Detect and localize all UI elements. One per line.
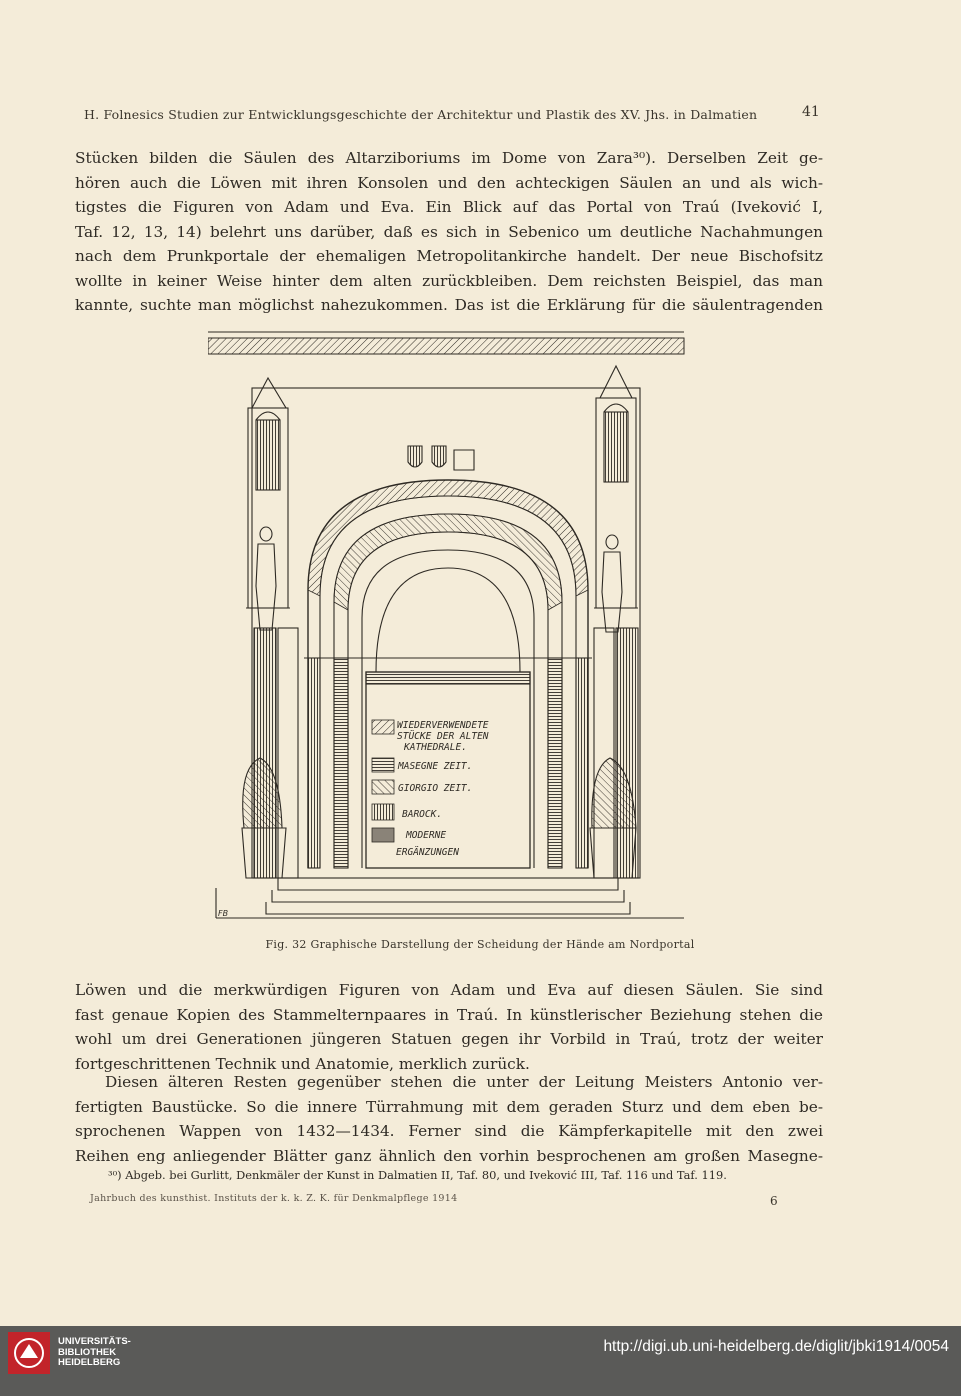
text-line: fortgeschrittenen Technik und Anatomie, merklich zurück. <box>75 1054 530 1073</box>
text-line: fast genaue Kopien des Stammelternpaares in Traú. In künstlerischer Beziehung stehen die <box>75 1005 823 1024</box>
text-line: wollte in keiner Weise hinter dem alten zurückbleiben. Dem reichsten Beispiel, das man <box>75 271 823 290</box>
artist-monogram: FB <box>218 909 229 918</box>
paragraph-3 <box>75 1070 823 1168</box>
legend-label: MODERNE <box>406 830 447 841</box>
legend-label: GIORGIO ZEIT. <box>398 783 473 794</box>
text-line: Reihen eng anliegender Blätter ganz ähnlich den vorhin besprochenen am großen Masegne- <box>75 1146 823 1165</box>
footnote: ³⁰) Abgeb. bei Gurlitt, Denkmäler der Kunst in Dalmatien II, Taf. 80, und Iveković III, Taf. 116 und Taf. 119. <box>108 1168 727 1182</box>
signature-mark: 6 <box>770 1194 778 1208</box>
legend-label: ERGÄNZUNGEN <box>396 847 459 858</box>
text-line: sprochenen Wappen von 1432—1434. Ferner sind die Kämpferkapitelle mit den zwei <box>75 1122 823 1140</box>
text-line: wohl um drei Generationen jüngeren Statuen gegen ihr Vorbild in Traú, trotz der weiter <box>75 1030 823 1048</box>
journal-footer: Jahrbuch des kunsthist. Instituts der k. k. Z. K. für Denkmalpflege 1914 <box>90 1193 458 1204</box>
paragraph-2 <box>75 978 823 1076</box>
legend-label: MASEGNE ZEIT. <box>398 761 473 772</box>
figure-caption: Fig. 32 Graphische Darstellung der Scheidung der Hände am Nordportal <box>265 938 695 951</box>
portal-drawing <box>208 328 692 928</box>
paragraph-1 <box>75 146 823 318</box>
library-name-line: BIBLIOTHEK <box>58 1346 117 1358</box>
legend-swatch-reused <box>372 720 394 734</box>
legend-swatch-masegne <box>372 758 394 772</box>
text-line: nach dem Prunkportale der ehemaligen Metropolitankirche handelt. Der neue Bischofsitz <box>75 247 823 265</box>
text-line: Stücken bilden die Säulen des Altarziboriums im Dome von Zara³⁰). Derselben Zeit ge- <box>75 149 823 167</box>
viewer-footer-bar <box>0 1326 961 1396</box>
text-line: hören auch die Löwen mit ihren Konsolen und den achteckigen Säulen an und als wich- <box>75 173 823 192</box>
legend-swatch-modern <box>372 828 394 842</box>
legend-label: KATHEDRALE. <box>404 742 467 753</box>
library-name-line: HEIDELBERG <box>58 1357 121 1369</box>
legend-label: BAROCK. <box>402 809 443 820</box>
page-number: 41 <box>802 104 820 120</box>
library-seal-icon <box>8 1332 50 1374</box>
legend-label: STÜCKE DER ALTEN <box>397 731 489 742</box>
legend-label: WIEDERVERWENDETE <box>397 720 489 731</box>
text-line: Löwen und die merkwürdigen Figuren von Adam und Eva auf diesen Säulen. Sie sind <box>75 981 823 999</box>
legend-swatch-baroque <box>372 804 394 820</box>
text-line: fertigten Baustücke. So die innere Türrahmung mit dem geraden Sturz und dem eben be- <box>75 1097 823 1116</box>
legend-swatch-giorgio <box>372 780 394 794</box>
text-line: tigstes die Figuren von Adam und Eva. Ein Blick auf das Portal von Traú (Iveković I, <box>75 198 823 216</box>
text-line: kannte, suchte man möglichst nahezukommen. Das ist die Erklärung für die säulentragenden <box>75 296 823 314</box>
running-head: H. Folnesics Studien zur Entwicklungsgeschichte der Architektur und Plastik des XV. Jhs. in Dalmatien <box>84 107 758 122</box>
library-logo[interactable] <box>8 1332 131 1374</box>
text-line: Taf. 12, 13, 14) belehrt uns darüber, daß es sich in Sebenico um deutliche Nachahmungen <box>75 222 823 241</box>
library-name <box>58 1337 131 1369</box>
text-line: Diesen älteren Resten gegenüber stehen die unter der Leitung Meisters Antonio ver- <box>105 1073 823 1091</box>
library-name-line: UNIVERSITÄTS- <box>58 1336 131 1348</box>
permalink-url[interactable]: http://digi.ub.uni-heidelberg.de/diglit/jbki1914/0054 <box>603 1338 949 1355</box>
